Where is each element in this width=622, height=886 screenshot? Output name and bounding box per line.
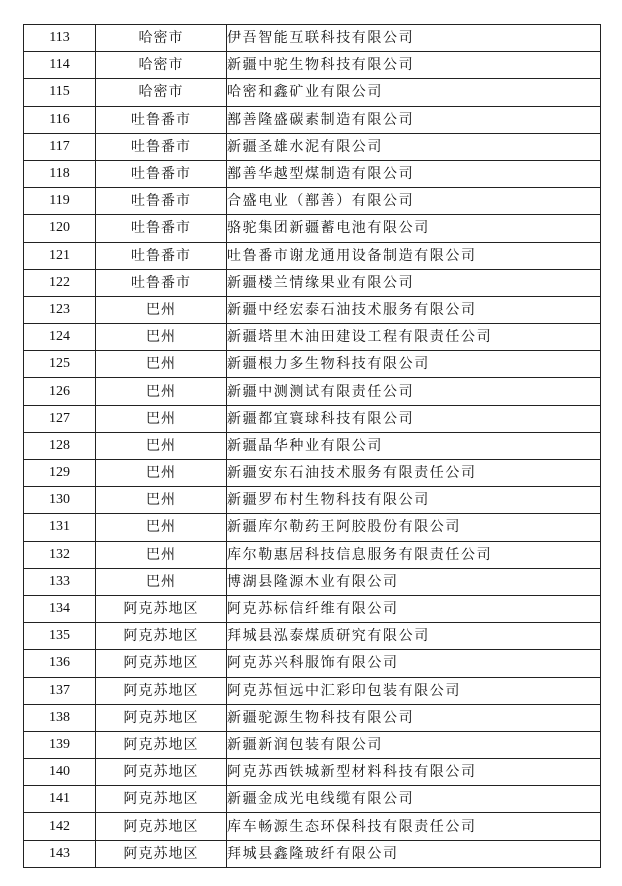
company-name-cell: 库车畅源生态环保科技有限责任公司 [227, 813, 601, 840]
region-cell: 巴州 [96, 324, 227, 351]
roster-table-body [24, 25, 601, 868]
table-row [24, 242, 601, 269]
region-cell: 巴州 [96, 405, 227, 432]
region-cell: 阿克苏地区 [96, 731, 227, 758]
company-name-cell: 哈密和鑫矿业有限公司 [227, 79, 601, 106]
row-number-cell: 134 [24, 595, 96, 622]
region-cell: 阿克苏地区 [96, 595, 227, 622]
region-cell: 吐鲁番市 [96, 215, 227, 242]
region-cell: 巴州 [96, 351, 227, 378]
table-row [24, 786, 601, 813]
company-name-cell: 新疆安东石油技术服务有限责任公司 [227, 460, 601, 487]
table-row [24, 514, 601, 541]
company-name-cell: 新疆库尔勒药王阿胶股份有限公司 [227, 514, 601, 541]
row-number-cell: 117 [24, 133, 96, 160]
table-row [24, 405, 601, 432]
company-name-cell: 拜城县鑫隆玻纤有限公司 [227, 840, 601, 867]
region-cell: 吐鲁番市 [96, 242, 227, 269]
table-row [24, 269, 601, 296]
region-cell: 吐鲁番市 [96, 106, 227, 133]
row-number-cell: 133 [24, 568, 96, 595]
company-name-cell: 鄯善华越型煤制造有限公司 [227, 160, 601, 187]
table-row [24, 25, 601, 52]
company-name-cell: 新疆楼兰情缘果业有限公司 [227, 269, 601, 296]
company-name-cell: 新疆根力多生物科技有限公司 [227, 351, 601, 378]
table-row [24, 106, 601, 133]
row-number-cell: 120 [24, 215, 96, 242]
table-row [24, 813, 601, 840]
row-number-cell: 113 [24, 25, 96, 52]
region-cell: 巴州 [96, 432, 227, 459]
company-name-cell: 新疆罗布村生物科技有限公司 [227, 487, 601, 514]
region-cell: 阿克苏地区 [96, 677, 227, 704]
table-row [24, 324, 601, 351]
table-row [24, 460, 601, 487]
table-row [24, 133, 601, 160]
company-name-cell: 新疆晶华种业有限公司 [227, 432, 601, 459]
company-name-cell: 新疆中驼生物科技有限公司 [227, 52, 601, 79]
region-cell: 吐鲁番市 [96, 160, 227, 187]
table-row [24, 215, 601, 242]
company-name-cell: 阿克苏兴科服饰有限公司 [227, 650, 601, 677]
table-row [24, 595, 601, 622]
table-row [24, 568, 601, 595]
company-name-cell: 拜城县泓泰煤质研究有限公司 [227, 623, 601, 650]
table-row [24, 759, 601, 786]
row-number-cell: 129 [24, 460, 96, 487]
row-number-cell: 130 [24, 487, 96, 514]
row-number-cell: 137 [24, 677, 96, 704]
table-row [24, 79, 601, 106]
region-cell: 哈密市 [96, 52, 227, 79]
company-name-cell: 新疆驼源生物科技有限公司 [227, 704, 601, 731]
table-row [24, 432, 601, 459]
company-name-cell: 新疆新润包装有限公司 [227, 731, 601, 758]
row-number-cell: 123 [24, 296, 96, 323]
row-number-cell: 118 [24, 160, 96, 187]
region-cell: 阿克苏地区 [96, 650, 227, 677]
table-row [24, 160, 601, 187]
row-number-cell: 122 [24, 269, 96, 296]
row-number-cell: 128 [24, 432, 96, 459]
row-number-cell: 126 [24, 378, 96, 405]
row-number-cell: 140 [24, 759, 96, 786]
table-row [24, 731, 601, 758]
region-cell: 巴州 [96, 296, 227, 323]
row-number-cell: 143 [24, 840, 96, 867]
company-name-cell: 博湖县隆源木业有限公司 [227, 568, 601, 595]
row-number-cell: 115 [24, 79, 96, 106]
region-cell: 巴州 [96, 568, 227, 595]
company-name-cell: 新疆都宜寰球科技有限公司 [227, 405, 601, 432]
row-number-cell: 119 [24, 188, 96, 215]
company-name-cell: 新疆塔里木油田建设工程有限责任公司 [227, 324, 601, 351]
company-name-cell: 伊吾智能互联科技有限公司 [227, 25, 601, 52]
region-cell: 巴州 [96, 514, 227, 541]
table-row [24, 378, 601, 405]
table-row [24, 704, 601, 731]
region-cell: 哈密市 [96, 79, 227, 106]
row-number-cell: 124 [24, 324, 96, 351]
row-number-cell: 131 [24, 514, 96, 541]
region-cell: 阿克苏地区 [96, 623, 227, 650]
company-name-cell: 合盛电业（鄯善）有限公司 [227, 188, 601, 215]
company-name-cell: 库尔勒惠居科技信息服务有限责任公司 [227, 541, 601, 568]
company-name-cell: 新疆金成光电线缆有限公司 [227, 786, 601, 813]
table-row [24, 487, 601, 514]
row-number-cell: 127 [24, 405, 96, 432]
row-number-cell: 142 [24, 813, 96, 840]
company-name-cell: 阿克苏西铁城新型材料科技有限公司 [227, 759, 601, 786]
region-cell: 巴州 [96, 460, 227, 487]
row-number-cell: 132 [24, 541, 96, 568]
table-row [24, 541, 601, 568]
table-row [24, 296, 601, 323]
table-row [24, 677, 601, 704]
table-row [24, 623, 601, 650]
region-cell: 哈密市 [96, 25, 227, 52]
region-cell: 阿克苏地区 [96, 759, 227, 786]
row-number-cell: 114 [24, 52, 96, 79]
region-cell: 巴州 [96, 487, 227, 514]
region-cell: 吐鲁番市 [96, 269, 227, 296]
row-number-cell: 116 [24, 106, 96, 133]
region-cell: 巴州 [96, 541, 227, 568]
row-number-cell: 141 [24, 786, 96, 813]
region-cell: 阿克苏地区 [96, 840, 227, 867]
table-row [24, 351, 601, 378]
table-row [24, 650, 601, 677]
region-cell: 巴州 [96, 378, 227, 405]
row-number-cell: 138 [24, 704, 96, 731]
company-roster-table [23, 24, 601, 868]
table-row [24, 52, 601, 79]
company-name-cell: 阿克苏标信纤维有限公司 [227, 595, 601, 622]
company-name-cell: 鄯善隆盛碳素制造有限公司 [227, 106, 601, 133]
region-cell: 吐鲁番市 [96, 133, 227, 160]
row-number-cell: 135 [24, 623, 96, 650]
row-number-cell: 121 [24, 242, 96, 269]
row-number-cell: 125 [24, 351, 96, 378]
region-cell: 吐鲁番市 [96, 188, 227, 215]
region-cell: 阿克苏地区 [96, 813, 227, 840]
company-name-cell: 新疆中经宏泰石油技术服务有限公司 [227, 296, 601, 323]
region-cell: 阿克苏地区 [96, 786, 227, 813]
table-row [24, 188, 601, 215]
company-name-cell: 新疆中测测试有限责任公司 [227, 378, 601, 405]
company-name-cell: 阿克苏恒远中汇彩印包装有限公司 [227, 677, 601, 704]
company-name-cell: 吐鲁番市谢龙通用设备制造有限公司 [227, 242, 601, 269]
company-name-cell: 骆驼集团新疆蓄电池有限公司 [227, 215, 601, 242]
row-number-cell: 136 [24, 650, 96, 677]
company-name-cell: 新疆圣雄水泥有限公司 [227, 133, 601, 160]
row-number-cell: 139 [24, 731, 96, 758]
table-row [24, 840, 601, 867]
region-cell: 阿克苏地区 [96, 704, 227, 731]
